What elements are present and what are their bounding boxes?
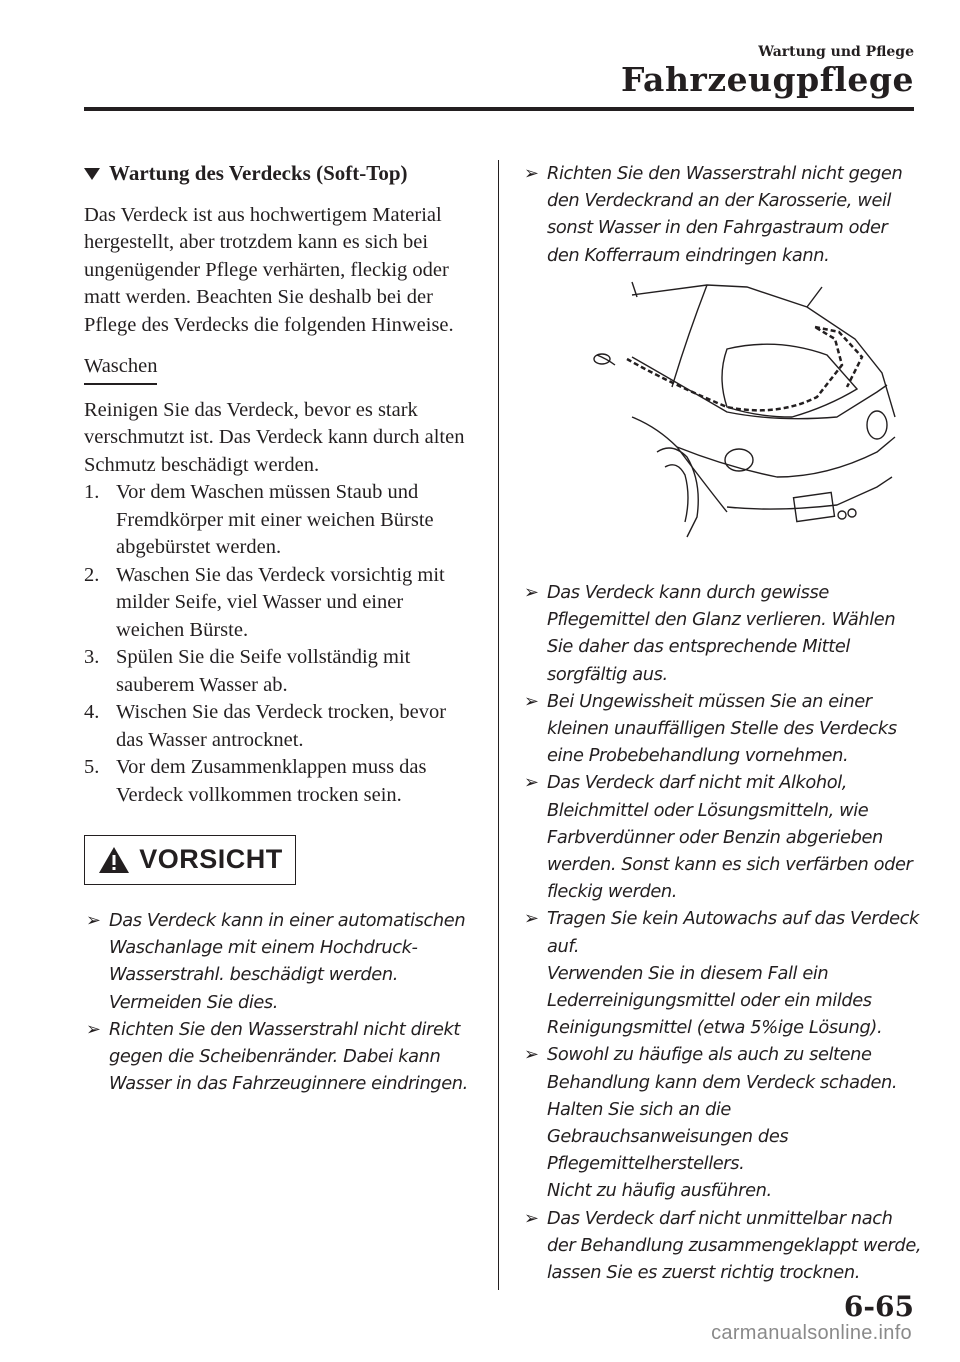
list-item: 3. Spülen Sie die Seife vollständig mit sauberem Wasser ab.: [84, 646, 411, 696]
header-rule: [84, 107, 914, 111]
caution-bullet: ➢ Das Verdeck darf nicht unmittelbar nach der Behandlung zusammengeklappt werde, lassen Sie es zuerst richtig trocknen.: [522, 1205, 922, 1287]
arrow-bullet-icon: ➢: [86, 910, 101, 931]
list-item: 4. Wischen Sie das Verdeck trocken, bevor das Wasser antrocknet.: [84, 701, 447, 751]
arrow-bullet-icon: ➢: [524, 582, 539, 604]
caution-box: [84, 835, 296, 885]
arrow-bullet-icon: ➢: [524, 1207, 539, 1229]
bullet-continuation: Verwenden Sie in diesem Fall ein Lederreinigungsmittel oder ein mildes Reinigungsmittel (etwa 5%ige Lösung).: [547, 962, 883, 1039]
caution-bullet: ➢ Das Verdeck darf nicht mit Alkohol, Bleichmittel oder Lösungsmitteln, wie Farbverdünner oder Benzin abgerieben werden. Sonst kann es sich verfärben oder fleckig werden.: [522, 769, 922, 905]
bullet-continuation: Nicht zu häufig ausführen.: [547, 1180, 772, 1202]
left-column: [84, 160, 474, 1097]
caution-bullet: ➢ Bei Ungewissheit müssen Sie an einer kleinen unauffälligen Stelle des Verdecks eine Probebehandlung vornehmen.: [522, 688, 922, 770]
list-item: 5. Vor dem Zusammenklappen muss das Verdeck vollkommen trocken sein.: [84, 756, 427, 806]
arrow-bullet-icon: ➢: [524, 690, 539, 712]
list-item: 2. Waschen Sie das Verdeck vorsichtig mit milder Seife, viel Wasser und einer weichen Bürste.: [84, 563, 445, 641]
section-heading-text: Wartung des Verdecks (Soft-Top): [109, 161, 408, 185]
arrow-bullet-icon: ➢: [524, 772, 539, 794]
subheading-waschen: Waschen: [84, 353, 157, 385]
warning-triangle-icon: [97, 845, 131, 875]
caution-bullet: ➢ Richten Sie den Wasserstrahl nicht direkt gegen die Scheibenränder. Dabei kann Wasser in das Fahrzeuginnere eindringen.: [84, 1016, 474, 1098]
arrow-bullet-icon: ➢: [524, 908, 539, 930]
car-rear-illustration: [577, 277, 912, 557]
intro-paragraph: Das Verdeck ist aus hochwertigem Material hergestellt, aber trotzdem kann es sich bei ungenügender Pflege verhärten, fleckig oder matt werden. Beachten Sie deshalb bei der Pflege des Verdecks die folgenden Hinweise.: [84, 203, 454, 336]
caution-bullet: ➢ Sowohl zu häufige als auch zu seltene Behandlung kann dem Verdeck schaden. Halten Sie sich an die Gebrauchsanweisungen des Pflegemittelherstellers. Nicht zu häufig ausführen.: [522, 1041, 922, 1204]
right-column: [522, 160, 922, 1286]
arrow-bullet-icon: ➢: [524, 163, 539, 184]
triangle-down-icon: [84, 168, 100, 180]
caution-bullet: ➢ Richten Sie den Wasserstrahl nicht gegen den Verdeckrand an der Karosserie, weil sonst Wasser in den Fahrgastraum oder den Kofferraum eindringen kann.: [522, 160, 922, 269]
list-item: 1. Vor dem Waschen müssen Staub und Fremdkörper mit einer weichen Bürste abgebürstet werden.: [84, 481, 434, 558]
wash-intro-paragraph: Reinigen Sie das Verdeck, bevor es stark verschmutzt ist. Das Verdeck kann durch alten Schmutz beschädigt werden.: [84, 398, 465, 476]
chapter-label: Wartung und Pflege: [758, 44, 914, 60]
section-heading: [84, 160, 474, 188]
column-divider: [498, 160, 499, 1290]
watermark: carmanualsonline.info: [711, 1322, 912, 1344]
arrow-bullet-icon: ➢: [524, 1044, 539, 1066]
caution-bullet: ➢ Das Verdeck kann durch gewisse Pflegemittel den Glanz verlieren. Wählen Sie daher das entsprechende Mittel sorgfältig aus.: [522, 579, 922, 688]
caution-label: VORSICHT: [139, 844, 283, 875]
caution-bullet: ➢ Tragen Sie kein Autowachs auf das Verdeck auf. Verwenden Sie in diesem Fall ein Lederreinigungsmittel oder ein mildes Reinigungsmittel (etwa 5%ige Lösung).: [522, 905, 922, 1041]
caution-bullet: ➢ Das Verdeck kann in einer automatischen Waschanlage mit einem Hochdruck-Wasserstrahl. beschädigt werden. Vermeiden Sie dies.: [84, 907, 474, 1016]
arrow-bullet-icon: ➢: [86, 1018, 101, 1040]
wash-steps-list: [84, 479, 474, 809]
page-number: 6-65: [843, 1290, 914, 1323]
page-title: Fahrzeugpflege: [620, 60, 914, 99]
